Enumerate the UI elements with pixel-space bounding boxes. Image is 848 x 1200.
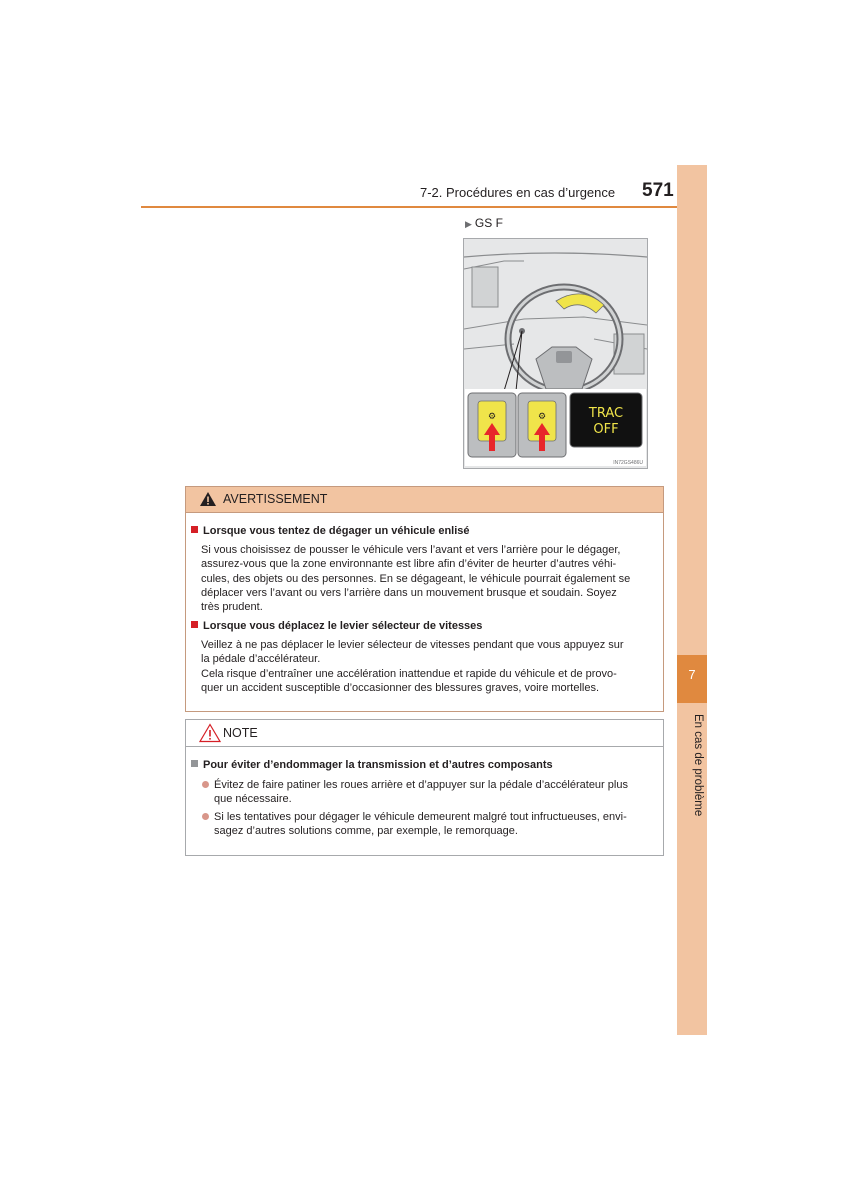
text-line: assurez-vous que la zone environnante est libre afin d’éviter de heurter d’autres véhi- [201, 558, 617, 571]
warning-heading-text: Lorsque vous déplacez le levier sélecteur de vitesses [203, 620, 483, 632]
text-line: très prudent. [201, 601, 263, 614]
red-square-bullet-icon [191, 621, 198, 628]
text-line: déplacer vers l’avant ou vers l’arrière dans un mouvement brusque et soudain. Soyez [201, 586, 617, 599]
off-label: OFF [593, 422, 619, 437]
text-line: Cela risque d’entraîner une accélération inattendue et rapide du véhicule et de provo- [201, 667, 617, 680]
warning-item-heading [191, 620, 482, 632]
bullet-dot-icon [202, 813, 209, 820]
section-title: 7-2. Procédures en cas d’urgence [420, 185, 616, 200]
caption-arrow-icon: ▶ [465, 219, 472, 229]
bullet-line: que nécessaire. [214, 793, 292, 806]
bullet-line: Évitez de faire patiner les roues arrière et d’appuyer sur la pédale d’accélérateur plus [214, 779, 628, 791]
trac-label: TRAC [588, 406, 624, 421]
note-title: NOTE [223, 726, 258, 740]
warning-item-heading [191, 525, 470, 537]
caution-triangle-icon [199, 723, 221, 743]
note-header [186, 720, 663, 747]
note-heading [191, 759, 553, 771]
warning-title: AVERTISSEMENT [223, 492, 328, 506]
chapter-label: En cas de problème [692, 714, 704, 817]
note-bullet [202, 778, 658, 807]
page-number: 571 [642, 180, 674, 201]
bullet-line: Si les tentatives pour dégager le véhicule demeurent malgré tout infructueuses, envi- [214, 811, 627, 823]
svg-text:⚙: ⚙ [487, 412, 497, 422]
text-line: quer un accident susceptible d’occasionner des blessures graves, voire mortelles. [201, 681, 600, 694]
warning-box [185, 486, 664, 712]
gray-square-bullet-icon [191, 760, 198, 767]
warning-header [186, 487, 663, 513]
text-line: la pédale d’accélérateur. [201, 653, 321, 666]
note-bullet [202, 810, 658, 839]
warning-paragraph [201, 543, 656, 614]
svg-text:⚙: ⚙ [537, 412, 547, 422]
bullet-dot-icon [202, 781, 209, 788]
chapter-number: 7 [688, 667, 696, 682]
chapter-side-strip [677, 165, 707, 1035]
text-line: Si vous choisissez de pousser le véhicule vers l’avant et vers l’arrière pour le dégager, [201, 544, 621, 556]
figure-caption [465, 216, 503, 230]
text-line: Veillez à ne pas déplacer le levier sélecteur de vitesses pendant que vous appuyez sur [201, 639, 624, 651]
note-box [185, 719, 664, 856]
note-heading-text: Pour éviter d’endommager la transmission et d’autres composants [203, 759, 553, 771]
header-rule [141, 206, 707, 208]
figure-caption-text: GS F [474, 216, 503, 230]
trac-off-illustration [463, 238, 648, 469]
figure-code: IN72GS486U [613, 460, 643, 466]
warning-paragraph [201, 638, 656, 695]
text-line: cules, des objets ou des personnes. En se dégageant, le véhicule pourrait également se [201, 572, 631, 585]
bullet-line: sagez d’autres solutions comme, par exemple, le remorquage. [214, 825, 518, 838]
warning-heading-text: Lorsque vous tentez de dégager un véhicule enlisé [203, 525, 470, 537]
dashboard-drawing [464, 239, 647, 468]
red-square-bullet-icon [191, 526, 198, 533]
warning-triangle-icon [199, 491, 217, 507]
